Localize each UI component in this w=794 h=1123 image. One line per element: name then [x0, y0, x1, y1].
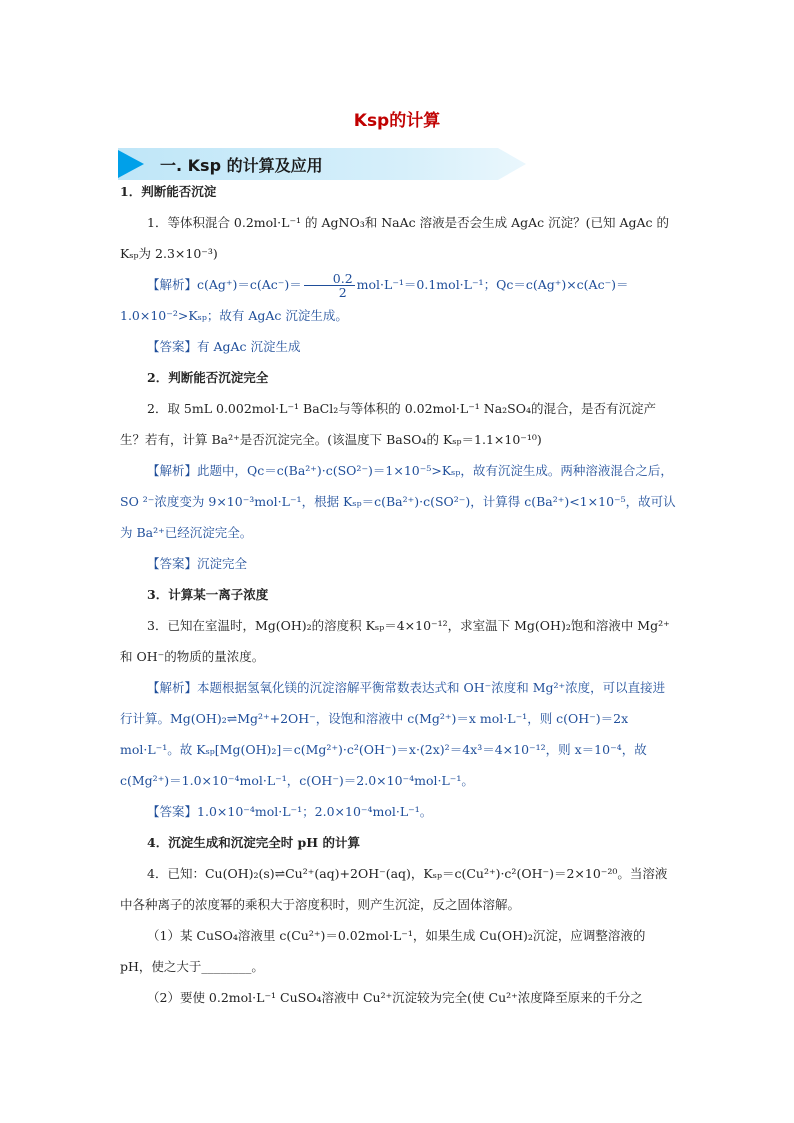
answer-3-text: 1.0×10⁻⁴mol·L⁻¹；2.0×10⁻⁴mol·L⁻¹。	[197, 804, 433, 819]
fraction	[304, 272, 355, 299]
question-3: 3．已知在室温时，Mg(OH)₂的溶度积 Kₛₚ＝4×10⁻¹²，求室温下 Mg(OH)₂饱和溶液中 Mg²⁺和 OH⁻的物质的量浓度。	[120, 618, 670, 664]
question-2: 2．取 5mL 0.002mol·L⁻¹ BaCl₂与等体积的 0.02mol·L⁻¹ Na₂SO₄的混合，是否有沉淀产生？若有，计算 Ba²⁺是否沉淀完全。(该温度下 BaSO₄的 Kₛₚ＝1.1×10⁻¹⁰)	[120, 401, 656, 447]
analysis-1	[120, 269, 676, 331]
fraction-denominator: 2	[338, 285, 347, 300]
answer-1-text: 有 AgAc 沉淀生成	[197, 339, 301, 354]
subheading-4: 4．沉淀生成和沉淀完全时 pH 的计算	[147, 835, 360, 850]
answer-1	[120, 331, 676, 362]
analysis-1-part-a: c(Ag⁺)＝c(Ac⁻)＝	[197, 277, 302, 292]
answer-3	[120, 796, 676, 827]
question-4-part-1: （1）某 CuSO₄溶液里 c(Cu²⁺)＝0.02mol·L⁻¹，如果生成 Cu(OH)₂沉淀，应调整溶液的 pH，使之大于________。	[120, 928, 646, 974]
analysis-1-part-b: mol·L⁻¹＝0.1mol·L⁻¹；Qc＝c(Ag⁺)×c(Ac⁻)＝1.0×10⁻²>Kₛₚ；故有 AgAc 沉淀生成。	[120, 277, 629, 323]
answer-tag: 【答案】	[147, 804, 198, 819]
analysis-tag: 【解析】	[147, 277, 198, 292]
subheading-1: 1．判断能否沉淀	[120, 184, 217, 199]
subheading-3: 3．计算某一离子浓度	[147, 587, 269, 602]
analysis-3	[120, 672, 676, 796]
fraction-numerator: 0.2	[304, 272, 355, 286]
answer-2	[120, 548, 676, 579]
analysis-tag: 【解析】	[147, 463, 198, 478]
subheading-2: 2．判断能否沉淀完全	[147, 370, 269, 385]
analysis-2-text: 此题中，Qc＝c(Ba²⁺)·c(SO²⁻)＝1×10⁻⁵>Kₛₚ，故有沉淀生成。两种溶液混合之后，SO ²⁻浓度变为 9×10⁻³mol·L⁻¹，根据 Kₛₚ＝c(Ba²⁺)·c(SO²⁻)，计算得 c(Ba²⁺)<1×10⁻⁵，故可认为 Ba²⁺已经沉淀完全。	[120, 463, 676, 540]
analysis-tag: 【解析】	[147, 680, 198, 695]
document-title: Ksp的计算	[353, 111, 441, 131]
document-body	[120, 176, 676, 1013]
question-4-part-2: （2）要使 0.2mol·L⁻¹ CuSO₄溶液中 Cu²⁺沉淀较为完全(使 Cu²⁺浓度降至原来的千分之	[147, 990, 643, 1005]
analysis-2	[120, 455, 676, 548]
answer-2-text: 沉淀完全	[197, 556, 248, 571]
question-4: 4．已知：Cu(OH)₂(s)⇌Cu²⁺(aq)+2OH⁻(aq)，Kₛₚ＝c(Cu²⁺)·c²(OH⁻)＝2×10⁻²⁰。当溶液中各种离子的浓度幂的乘积大于溶度积时，则产生沉淀，反之固体溶解。	[120, 866, 668, 912]
answer-tag: 【答案】	[147, 556, 198, 571]
question-1: 1．等体积混合 0.2mol·L⁻¹ 的 AgNO₃和 NaAc 溶液是否会生成 AgAc 沉淀？(已知 AgAc 的 Kₛₚ为 2.3×10⁻³)	[120, 215, 669, 261]
section-heading: 一. Ksp 的计算及应用	[160, 156, 323, 175]
analysis-3-text: 本题根据氢氧化镁的沉淀溶解平衡常数表达式和 OH⁻浓度和 Mg²⁺浓度，可以直接进行计算。Mg(OH)₂⇌Mg²⁺+2OH⁻，设饱和溶液中 c(Mg²⁺)＝x mol·L⁻¹，则 c(OH⁻)＝2x mol·L⁻¹。故 Kₛₚ[Mg(OH)₂]＝c(Mg²⁺)·c²(OH⁻)＝x·(2x)²＝4x³＝4×10⁻¹²，则 x＝10⁻⁴，故 c(Mg²⁺)＝1.0×10⁻⁴mol·L⁻¹，c(OH⁻)＝2.0×10⁻⁴mol·L⁻¹。	[120, 680, 666, 788]
answer-tag: 【答案】	[147, 339, 198, 354]
